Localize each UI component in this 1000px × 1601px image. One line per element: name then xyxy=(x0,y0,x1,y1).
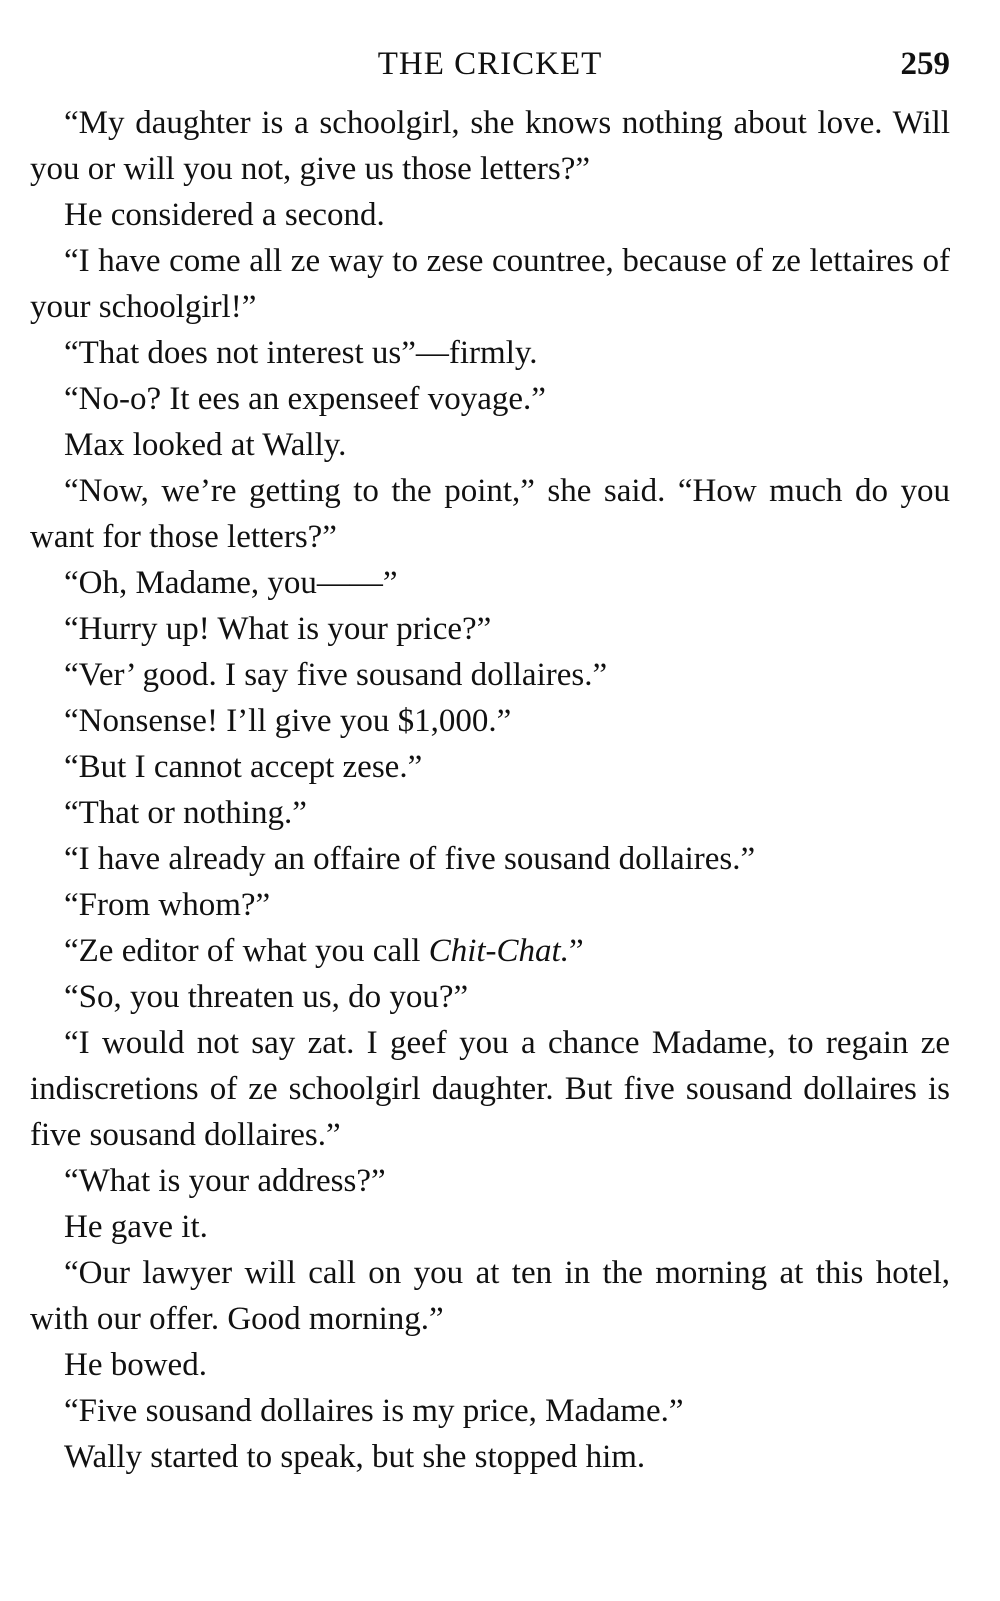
paragraph: “Now, we’re getting to the point,” she said. “How much do you want for those letters?” xyxy=(30,473,950,555)
paragraph: “I have already an offaire of five sousand dollaires.” xyxy=(64,841,756,877)
paragraph: “Oh, Madame, you——” xyxy=(64,565,398,601)
paragraph: “So, you threaten us, do you?” xyxy=(64,979,469,1015)
paragraph: “That or nothing.” xyxy=(64,795,307,831)
running-head: THE CRICKET xyxy=(377,46,603,82)
paragraph: “Our lawyer will call on you at ten in the morning at this hotel, with our offer. Good morning.” xyxy=(30,1255,950,1337)
page-header xyxy=(30,42,950,86)
publication-title: Chit-Chat. xyxy=(428,933,569,969)
paragraph-text: “Ze editor of what you call xyxy=(64,933,429,969)
paragraph: He bowed. xyxy=(64,1347,207,1383)
paragraph: “Five sousand dollaires is my price, Madame.” xyxy=(64,1393,684,1429)
paragraph: He gave it. xyxy=(64,1209,208,1245)
paragraph: “Ver’ good. I say five sousand dollaires.” xyxy=(64,657,608,693)
paragraph: “I have come all ze way to zese countree, because of ze lettaires of your schoolgirl!” xyxy=(30,243,950,325)
paragraph: “My daughter is a schoolgirl, she knows nothing about love. Will you or will you not, give us those letters?” xyxy=(30,105,950,187)
paragraph: Wally started to speak, but she stopped him. xyxy=(64,1439,646,1475)
paragraph: “From whom?” xyxy=(64,887,271,923)
paragraph: “What is your address?” xyxy=(64,1163,386,1199)
paragraph: “No-o? It ees an expenseef voyage.” xyxy=(64,381,546,417)
paragraph-text: ” xyxy=(568,933,584,969)
paragraph: He considered a second. xyxy=(64,197,385,233)
paragraph xyxy=(30,928,950,974)
paragraph: “That does not interest us”—firmly. xyxy=(64,335,538,371)
paragraph: “I would not say zat. I geef you a chance Madame, to regain ze indiscretions of ze schoolgirl daughter. But five sousand dollaires is five sousand dollaires.” xyxy=(30,1025,950,1153)
paragraph: “Nonsense! I’ll give you $1,000.” xyxy=(64,703,512,739)
page-number: 259 xyxy=(900,46,950,82)
body-text xyxy=(30,100,950,1480)
paragraph: “Hurry up! What is your price?” xyxy=(64,611,492,647)
paragraph: “But I cannot accept zese.” xyxy=(64,749,423,785)
paragraph: Max looked at Wally. xyxy=(64,427,347,463)
